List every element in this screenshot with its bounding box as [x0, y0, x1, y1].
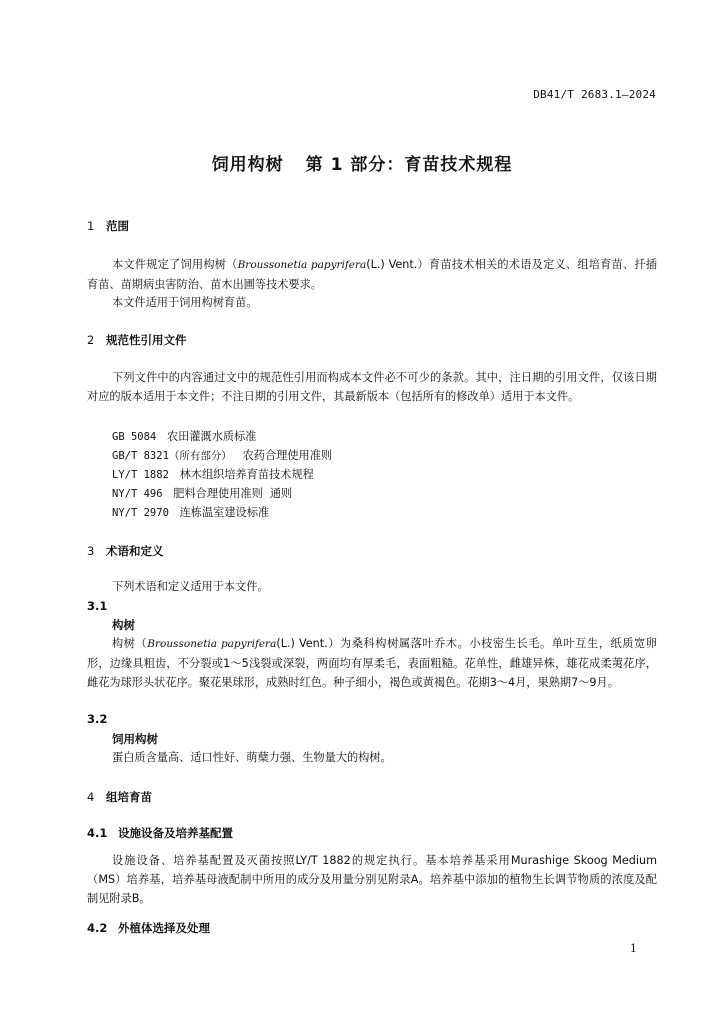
section-1-paragraph-1: 本文件规定了饲用构树（Broussonetia papyrifera(L.) Vent.）育苗技术相关的术语及定义、组培育苗、扦插育苗、苗期病虫害防治、苗木出圃等技术要求。: [87, 258, 657, 292]
section-4-1-heading: 4.1 设施设备及培养基配置: [87, 826, 233, 840]
term-3-2-definition: 蛋白质含量高、适口性好、萌蘖力强、生物量大的构树。: [112, 751, 392, 764]
title-part: 第 1 部分：育苗技术规程: [305, 155, 513, 175]
term-3-2: 饲用构树: [112, 732, 158, 746]
reference-item: GB/T 8321（所有部分） 农药合理使用准则: [112, 449, 333, 462]
page-number: 1: [630, 942, 637, 955]
reference-item: NY/T 2970 连栋温室建设标准: [112, 506, 270, 519]
term-3-1: 构树: [112, 618, 135, 632]
section-4-2-heading: 4.2 外植体选择及处理: [87, 921, 210, 935]
section-3-intro: 下列术语和定义适用于本文件。: [112, 580, 269, 593]
term-3-1-definition: 构树（Broussonetia papyrifera(L.) Vent.）为桑科构树属落叶乔木。小枝密生长毛。单叶互生，纸质宽卵形，边缘具粗齿，不分裂或1～5浅裂或深裂，两面均有厚柔毛，表面粗糙。花单性，雌雄异株，雄花成柔荑花序，雌花为球形头状花序。聚花果球形，成熟时红色。种子细小，褐色或黄褐色。花期3～4月，果熟期7～9月。: [87, 637, 657, 690]
section-4-1-paragraph: 设施设备、培养基配置及灭菌按照LY/T 1882的规定执行。基本培养基采用Murashige Skoog Medium（MS）培养基，培养基母液配制中所用的成分及用量分别见附录A。培养基中添加的植物生长调节物质的浓度及配制见附录B。: [87, 854, 657, 906]
document-id: DB41/T 2683.1—2024: [533, 88, 656, 101]
section-2-paragraph-1: 下列文件中的内容通过文中的规范性引用而构成本文件必不可少的条款。其中，注日期的引用文件，仅该日期对应的版本适用于本文件；不注日期的引用文件，其最新版本（包括所有的修改单）适用于本文件。: [87, 371, 657, 404]
section-3-heading: 3 术语和定义: [87, 544, 164, 558]
latin-name: Broussonetia papyrifera: [237, 259, 367, 271]
section-4-heading: 4 组培育苗: [87, 790, 152, 804]
document-title: [0, 150, 724, 175]
section-1-heading: 1 范围: [87, 219, 129, 233]
reference-item: GB 5084 农田灌溉水质标准: [112, 430, 257, 443]
section-1-paragraph-2: 本文件适用于饲用构树育苗。: [112, 296, 258, 309]
reference-item: NY/T 496 肥料合理使用准则 通则: [112, 487, 293, 500]
section-2-heading: 2 规范性引用文件: [87, 333, 187, 347]
latin-name: Broussonetia papyrifera: [147, 638, 277, 650]
term-3-1-number: 3.1: [87, 599, 108, 613]
reference-item: LY/T 1882 林木组织培养育苗技术规程: [112, 468, 314, 481]
title-main: 饲用构树: [211, 155, 284, 175]
term-3-2-number: 3.2: [87, 712, 108, 726]
